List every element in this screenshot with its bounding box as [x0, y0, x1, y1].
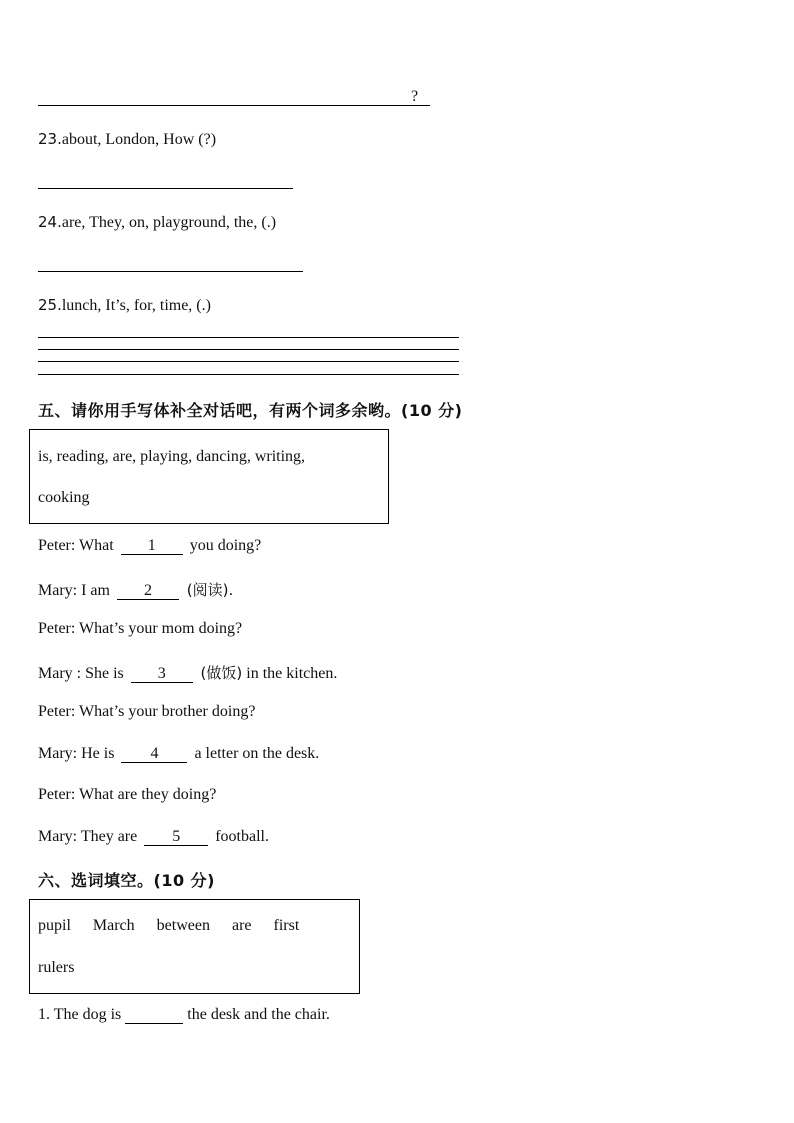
dialogue-line — [38, 662, 337, 683]
dialogue-line — [38, 537, 261, 555]
dialogue-text: Mary: They are — [38, 827, 142, 845]
question-number: 24. — [38, 213, 62, 231]
word-bank-line: is, reading, are, playing, dancing, writing, — [38, 448, 306, 465]
answer-line-23[interactable] — [38, 188, 293, 189]
dialogue-text: Mary: I am — [38, 581, 114, 599]
word-bank-box — [29, 899, 360, 994]
answer-blank[interactable]: 2 — [117, 583, 179, 600]
word-bank-row — [38, 917, 321, 935]
word-bank-word: between — [156, 917, 210, 934]
section-5-heading: 五、请你用手写体补全对话吧，有两个词多余哟。(10 分) — [38, 401, 463, 420]
question-number: 23. — [38, 130, 62, 148]
fill-in-question-1 — [38, 1006, 330, 1024]
answer-line-24[interactable] — [38, 271, 303, 272]
word-bank-line: rulers — [38, 959, 75, 976]
question-25 — [38, 296, 211, 315]
dialogue-line — [38, 745, 319, 763]
word-bank-word: first — [273, 917, 300, 934]
dialogue-text: Peter: What’s your brother doing? — [38, 703, 256, 720]
answer-blank[interactable]: 4 — [121, 746, 187, 763]
dialogue-text: Mary: He is — [38, 744, 119, 762]
word-bank-word: March — [92, 917, 135, 934]
dialogue-text: you doing? — [185, 537, 262, 554]
answer-line-22[interactable] — [38, 105, 430, 106]
answer-blank[interactable] — [125, 1007, 183, 1024]
answer-blank[interactable]: 5 — [144, 829, 208, 846]
dialogue-line — [38, 703, 255, 721]
writing-line[interactable] — [38, 361, 459, 362]
question-words: are, They, on, playground, the, (.) — [61, 214, 277, 231]
dialogue-text: Peter: What are they doing? — [38, 786, 217, 803]
section-6-heading: 六、选词填空。(10 分) — [38, 871, 215, 890]
question-words: lunch, It’s, for, time, (.) — [61, 297, 211, 314]
dialogue-line — [38, 620, 242, 638]
question-23 — [38, 130, 216, 149]
question-text: the desk and the chair. — [183, 1006, 330, 1023]
dialogue-text: Peter: What — [38, 537, 118, 554]
answer-blank[interactable]: 3 — [131, 666, 193, 683]
writing-line[interactable] — [38, 374, 459, 375]
dialogue-text: a letter on the desk. — [190, 744, 320, 762]
question-number: 25. — [38, 296, 62, 314]
dialogue-line — [38, 786, 216, 804]
chinese-hint: (阅读). — [181, 580, 234, 599]
word-bank-box — [29, 429, 389, 524]
dialogue-text: Mary : She is — [38, 664, 128, 682]
dialogue-text: Peter: What’s your mom doing? — [38, 620, 243, 637]
dialogue-line — [38, 828, 269, 846]
question-end-mark: ? — [411, 88, 419, 105]
question-24 — [38, 213, 276, 232]
writing-line[interactable] — [38, 337, 459, 338]
answer-blank[interactable]: 1 — [121, 538, 183, 555]
word-bank-word: are — [231, 917, 252, 934]
word-bank-line: cooking — [38, 489, 90, 506]
dialogue-text: football. — [211, 827, 269, 845]
dialogue-line — [38, 579, 233, 600]
chinese-hint: (做饭) — [195, 663, 243, 682]
question-text: 1. The dog is — [38, 1006, 126, 1023]
writing-line[interactable] — [38, 349, 459, 350]
word-bank-word: pupil — [38, 917, 71, 934]
question-words: about, London, How (?) — [61, 131, 217, 148]
dialogue-text: in the kitchen. — [242, 664, 338, 682]
